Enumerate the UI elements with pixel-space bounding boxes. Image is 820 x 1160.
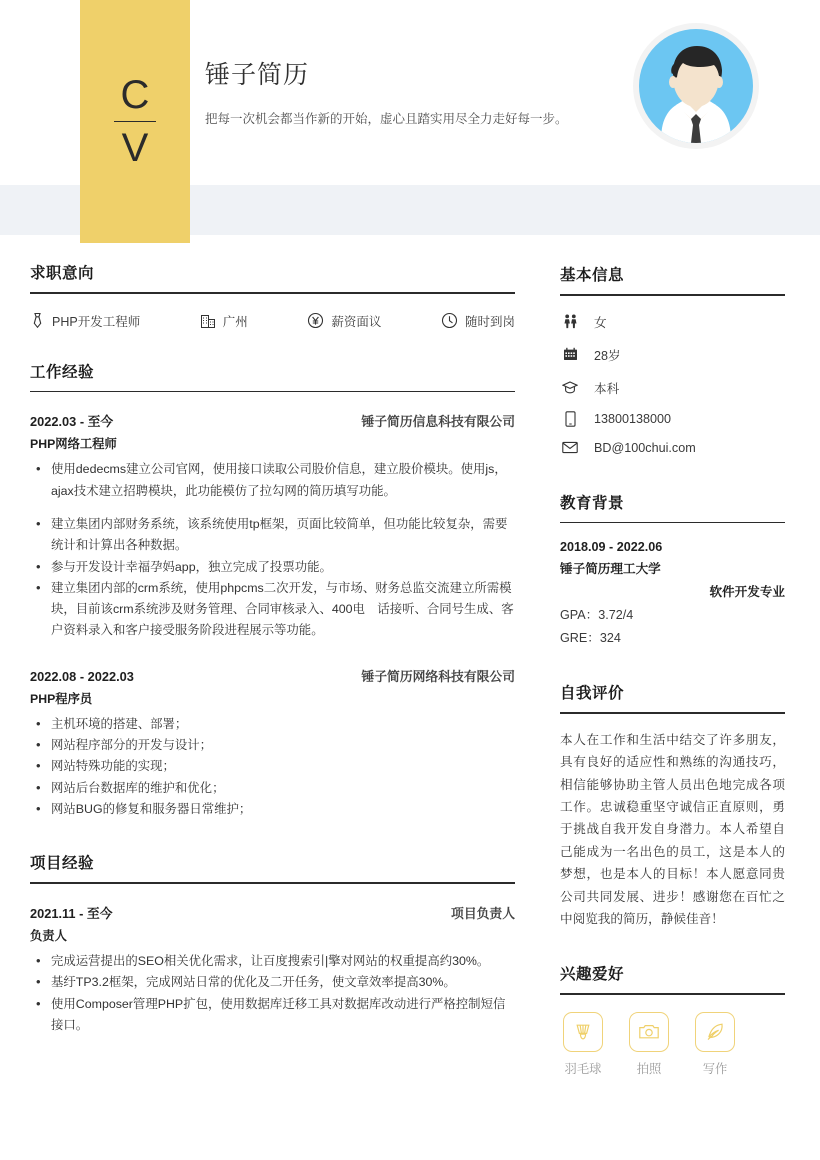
male-avatar-icon [632, 22, 760, 150]
right-column [545, 243, 820, 1077]
hobby-icon-box [695, 1012, 735, 1052]
avatar [632, 22, 760, 150]
list-item: • 建立集团内部的crm系统，使用phpcms二次开发，与市场、财务总监交流建立所需模块，目前该crm系统涉及财务管理、合同审核录入、400电 话接听、合同号生成、客户资料录入和客户接受服务阶段进程展示等功能。 [30, 578, 515, 642]
info-value-email: BD@100chui.com [594, 440, 696, 455]
clock-icon [441, 312, 458, 329]
education-major: 软件开发专业 [709, 585, 785, 600]
section-title-education: 教育背景 [560, 494, 625, 512]
hobby-item-badminton [560, 1012, 606, 1077]
project-entry [30, 903, 515, 1036]
section-divider [560, 294, 785, 296]
info-row-age [560, 345, 785, 364]
education-entry [560, 540, 785, 646]
list-item: • 使用dedecms建立公司官网，使用接口读取公司股价信息，建立股价模块。使用js，ajax技术建立招聘模块，此功能模仿了拉勾网的简历填写功能。 [30, 459, 515, 502]
section-title-self-evaluation: 自我评价 [560, 685, 625, 703]
info-value-gender: 女 [594, 315, 607, 330]
building-icon [200, 313, 216, 329]
section-divider [30, 882, 515, 884]
list-item: • 完成运营提出的SEO相关优化需求，让百度搜索引|擎对网站的权重提高约30%。 [30, 951, 515, 972]
section-hobbies [560, 962, 785, 1077]
self-evaluation-text: 本人在工作和生活中结交了许多朋友，具有良好的适应性和熟练的沟通技巧，相信能够协助主管人员出色地完成各项工作。忠诚稳重坚守诚信正直原则，勇于挑战自我开发自身潜力。本人希望自己能成为一名出色的员工，这是本人的梦想，也是本人的目标！本人愿意同贵公司共同发展、进步！感谢您在百忙之中阅览我的简历，静候佳音！ [560, 732, 785, 927]
info-value-phone: 13800138000 [594, 411, 672, 426]
section-title-hobbies: 兴趣爱好 [560, 966, 625, 984]
yen-circle-icon [307, 312, 324, 329]
education-gpa: GPA：3.72/4 [560, 608, 634, 623]
education-school: 锤子简历理工大学 [560, 562, 661, 577]
hobby-label: 写作 [702, 1062, 728, 1077]
section-project-experience [30, 851, 515, 1036]
hobby-icon-box [563, 1012, 603, 1052]
work-entry-bullets [30, 714, 515, 821]
info-row-gender [560, 312, 785, 331]
project-entry-date: 2021.11 - 至今 [30, 906, 113, 922]
left-column [0, 243, 545, 1077]
list-item: • 建立集团内部财务系统，该系统使用tp框架，页面比较简单，但功能比较复杂，需要统计和计算出各种数据。 [30, 514, 515, 557]
basic-info-list [560, 312, 785, 455]
info-value-education: 本科 [594, 381, 620, 396]
section-title-work-experience: 工作经验 [30, 363, 95, 381]
intention-position-label: PHP开发工程师 [52, 314, 141, 329]
necktie-icon [30, 312, 45, 329]
work-entry-bullets [30, 459, 515, 642]
job-intention-row [30, 312, 515, 330]
resume-header [0, 0, 820, 243]
resume-body [0, 243, 820, 1077]
work-entry [30, 666, 515, 821]
cv-logo-divider [114, 121, 156, 123]
project-entry-role: 负责人 [30, 929, 67, 944]
hobby-item-photography [626, 1012, 672, 1077]
section-self-evaluation [560, 681, 785, 930]
graduation-cap-icon [560, 380, 580, 395]
work-entry-head [30, 666, 515, 685]
section-education [560, 491, 785, 647]
intention-city-label: 广州 [222, 314, 248, 329]
work-entry-role: PHP程序员 [30, 691, 93, 706]
section-divider [30, 391, 515, 393]
cv-logo-block [80, 0, 190, 243]
intention-availability-label: 随时到岗 [464, 314, 515, 329]
section-title-job-intention: 求职意向 [30, 265, 95, 282]
intention-item-salary [307, 312, 381, 330]
intention-item-city [200, 312, 248, 330]
phone-icon [560, 411, 580, 427]
list-item: • 使用Composer管理PHP扩包，使用数据库迁移工具对数据库改动进行严格控制短信接口。 [30, 994, 515, 1037]
hobbies-list [560, 1012, 785, 1077]
header-motto: 把每一次机会都当作新的开始，虚心且踏实用尽全力走好每一步。 [205, 112, 568, 126]
list-item: • 基纡TP3.2框架，完成网站日常的优化及二开任务，使文章效率提高30%。 [30, 972, 515, 993]
work-entry [30, 411, 515, 642]
info-row-education [560, 378, 785, 397]
info-row-phone [560, 411, 785, 427]
work-entry-date: 2022.03 - 至今 [30, 414, 114, 430]
list-item: • 网站BUG的修复和服务器日常维护； [30, 799, 515, 820]
work-entry-company: 锤子简历网络科技有限公司 [361, 668, 515, 684]
hobby-icon-box [629, 1012, 669, 1052]
section-work-experience [30, 360, 515, 821]
education-date: 2018.09 - 2022.06 [560, 540, 663, 555]
list-item: • 网站后台数据库的维护和优化； [30, 778, 515, 799]
intention-salary-label: 薪资面议 [331, 314, 382, 329]
work-entry-head [30, 411, 515, 430]
calendar-icon [560, 347, 580, 362]
section-divider [30, 292, 515, 294]
section-title-basic-info: 基本信息 [560, 267, 625, 284]
section-divider [560, 712, 785, 714]
gender-icon [560, 314, 580, 329]
cv-logo-bottom-letter: V [121, 126, 149, 171]
project-entry-head [30, 903, 515, 922]
hobby-label: 拍照 [636, 1062, 662, 1077]
project-entry-bullets [30, 951, 515, 1036]
work-entry-company: 锤子简历信息科技有限公司 [361, 414, 515, 430]
work-entry-date: 2022.08 - 2022.03 [30, 668, 134, 684]
list-item: • 主机环境的搭建、部署； [30, 714, 515, 735]
section-job-intention [30, 261, 515, 330]
hobby-item-writing [692, 1012, 738, 1077]
education-gre: GRE：324 [560, 631, 621, 646]
header-text-block [205, 55, 605, 130]
list-item: • 网站特殊功能的实现； [30, 756, 515, 777]
intention-item-availability [441, 312, 515, 330]
cv-logo-top-letter: C [120, 72, 150, 117]
intention-item-position [30, 312, 140, 330]
page-title: 锤子简历 [205, 61, 310, 89]
section-divider [560, 993, 785, 995]
info-row-email [560, 441, 785, 455]
section-basic-info [560, 263, 785, 455]
list-item: • 参与开发设计幸福孕妈app，独立完成了投票功能。 [30, 557, 515, 578]
section-divider [560, 522, 785, 524]
work-entry-role: PHP网络工程师 [30, 437, 117, 452]
envelope-icon [560, 441, 580, 454]
info-value-age: 28岁 [594, 348, 621, 363]
project-entry-title: 项目负责人 [451, 906, 515, 922]
list-item: • 网站程序部分的开发与设计； [30, 735, 515, 756]
section-title-project-experience: 项目经验 [30, 855, 95, 873]
hobby-label: 羽毛球 [564, 1062, 602, 1077]
